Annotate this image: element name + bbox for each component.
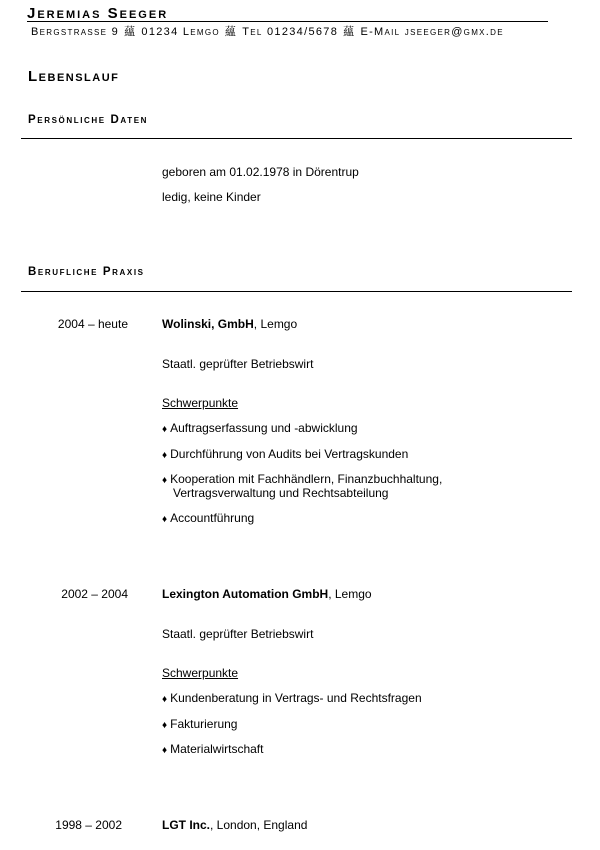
- company-name: Lexington Automation GmbH: [162, 587, 329, 601]
- company-location: , Lemgo: [328, 587, 372, 601]
- job-role: Staatl. geprüfter Betriebswirt: [162, 627, 314, 641]
- diamond-bullet-icon: ♦: [162, 475, 168, 486]
- list-item-text: Kooperation mit Fachhändlern, Finanzbuchhaltung,: [170, 472, 443, 486]
- job-role: Staatl. geprüfter Betriebswirt: [162, 357, 314, 371]
- job-employer: [162, 587, 372, 601]
- list-item: [162, 691, 422, 705]
- job-period: 2002 – 2004: [61, 587, 128, 601]
- section-divider: [21, 138, 572, 139]
- list-item: [162, 717, 237, 731]
- diamond-bullet-icon: ♦: [162, 720, 168, 731]
- list-item-text: Materialwirtschaft: [170, 742, 264, 756]
- city: 01234 Lemgo: [141, 26, 220, 38]
- diamond-bullet-icon: ♦: [162, 450, 168, 461]
- diamond-bullet-icon: ♦: [162, 514, 168, 525]
- list-item-text: Auftragserfassung und -abwicklung: [170, 421, 358, 435]
- company-location: , London, England: [210, 818, 308, 832]
- contact-line: [31, 23, 504, 39]
- birth-info: geboren am 01.02.1978 in Dörentrup: [162, 165, 359, 179]
- list-item-text: Accountführung: [170, 511, 255, 525]
- diamond-bullet-icon: ♦: [162, 694, 168, 705]
- company-location: , Lemgo: [253, 317, 298, 331]
- company-name: LGT Inc.: [162, 818, 210, 832]
- separator-glyph: 蘊: [343, 26, 356, 38]
- email: E-Mail jseeger@gmx.de: [360, 26, 504, 38]
- section-title-personal: Persönliche Daten: [28, 114, 149, 126]
- separator-glyph: 蘊: [124, 26, 137, 38]
- list-item: [162, 447, 408, 461]
- list-item-text: Durchführung von Audits bei Vertragskunden: [170, 447, 409, 461]
- job-period: 1998 – 2002: [55, 818, 122, 832]
- separator-glyph: 蘊: [224, 26, 238, 38]
- job-period: 2004 – heute: [57, 317, 128, 331]
- section-title-career: Berufliche Praxis: [28, 266, 145, 278]
- list-item-continuation: Vertragsverwaltung und Rechtsabteilung: [173, 486, 389, 500]
- diamond-bullet-icon: ♦: [162, 745, 168, 756]
- applicant-name: Jeremias Seeger: [27, 5, 169, 22]
- list-item: [162, 421, 358, 435]
- job-employer: [162, 317, 297, 331]
- list-item: [162, 742, 263, 756]
- street-address: Bergstrasse 9: [31, 26, 120, 38]
- company-name: Wolinski, GmbH: [162, 317, 254, 331]
- job-employer: [162, 818, 307, 832]
- list-item-text: Kundenberatung in Vertrags- und Rechtsfragen: [170, 691, 422, 705]
- section-divider: [21, 291, 572, 292]
- list-item-text: Fakturierung: [170, 717, 238, 731]
- family-status: ledig, keine Kinder: [162, 190, 261, 204]
- diamond-bullet-icon: ♦: [162, 424, 168, 435]
- phone: Tel 01234/5678: [242, 26, 339, 38]
- list-item: [162, 511, 254, 525]
- document-title: Lebenslauf: [28, 68, 120, 85]
- list-item: [162, 472, 442, 486]
- focus-label: Schwerpunkte: [162, 396, 239, 410]
- focus-label: Schwerpunkte: [162, 666, 239, 680]
- header-divider: [27, 21, 548, 22]
